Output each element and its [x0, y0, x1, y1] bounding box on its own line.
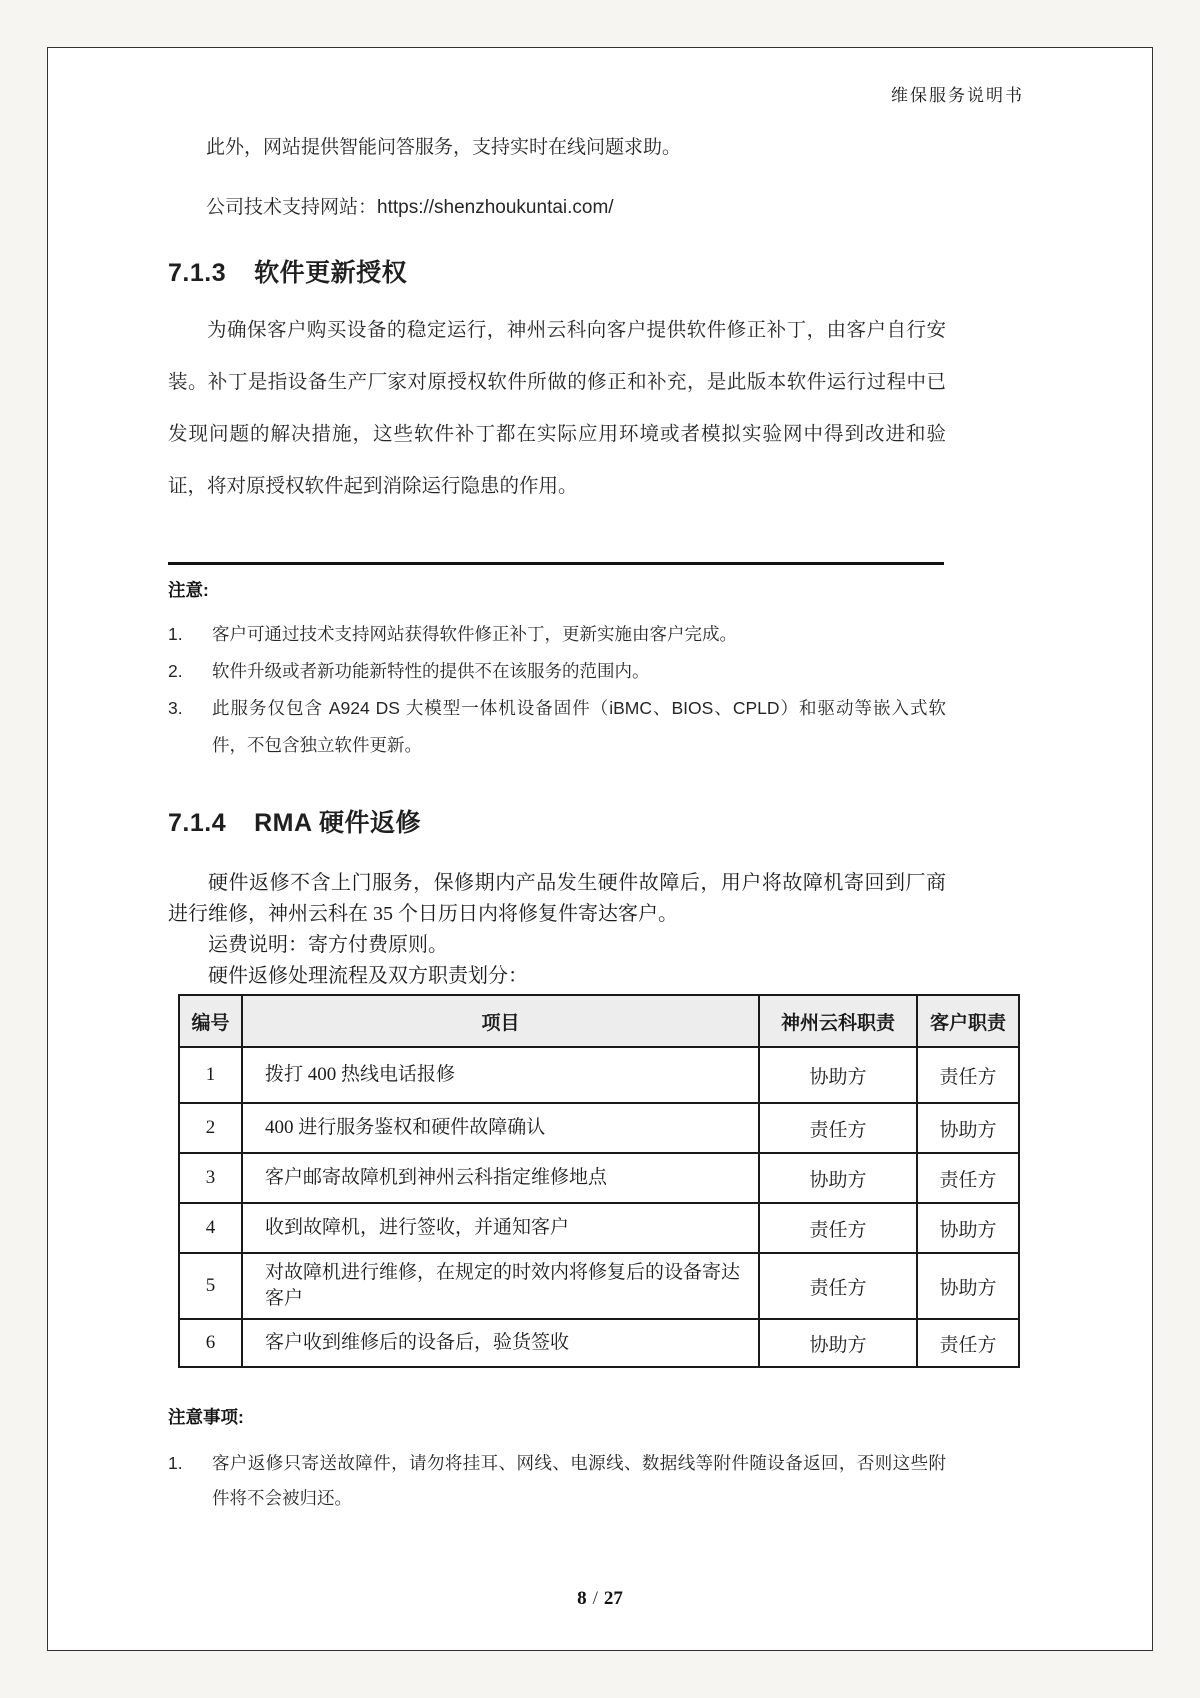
page-content — [168, 133, 1006, 1516]
page-number-current: 8 — [577, 1588, 587, 1609]
section-713-body: 为确保客户购买设备的稳定运行，神州云科向客户提供软件修正补丁，由客户自行安装。补丁是指设备生产厂家对原授权软件所做的修正和补充，是此版本软件运行过程中已发现问题的解决措施，这些软件补丁都在实际应用环境或者模拟实验网中得到改进和验证，将对原授权软件起到消除运行隐患的作用。 — [168, 319, 946, 497]
note-item — [168, 616, 946, 653]
table-cell-szyk: 协助方 — [759, 1319, 917, 1367]
section-title: 软件更新授权 — [254, 259, 408, 287]
note-label: 注意: — [168, 580, 209, 600]
table-cell-item: 对故障机进行维修，在规定的时效内将修复后的设备寄达客户 — [242, 1253, 759, 1319]
table-header-customer: 客户职责 — [917, 995, 1019, 1047]
note-list — [168, 616, 946, 764]
note-item-number: 2. — [168, 661, 183, 681]
table-cell-szyk: 协助方 — [759, 1047, 917, 1103]
table-cell-no: 1 — [179, 1047, 242, 1103]
rma-paragraph-2: 运费说明：寄方付费原则。 — [208, 934, 448, 956]
table-header-no: 编号 — [179, 995, 242, 1047]
table-cell-item: 客户邮寄故障机到神州云科指定维修地点 — [242, 1153, 759, 1203]
note-item-number: 3. — [168, 698, 183, 718]
table-cell-no: 6 — [179, 1319, 242, 1367]
rma-process-table — [178, 994, 1020, 1368]
table-cell-no: 4 — [179, 1203, 242, 1253]
table-row — [179, 1203, 1019, 1253]
section-number: 7.1.3 — [168, 259, 227, 287]
notice-list — [168, 1446, 946, 1516]
note-item-text: 软件升级或者新功能新特性的提供不在该服务的范围内。 — [212, 661, 650, 681]
notice-label: 注意事项: — [168, 1407, 244, 1427]
note-item — [168, 690, 946, 764]
table-cell-item: 400 进行服务鉴权和硬件故障确认 — [242, 1103, 759, 1153]
page-header-title: 维保服务说明书 — [891, 86, 1024, 105]
note-item-number: 1. — [168, 624, 183, 644]
notice-item-text: 客户返修只寄送故障件，请勿将挂耳、网线、电源线、数据线等附件随设备返回，否则这些附件将不会被归还。 — [212, 1453, 946, 1508]
table-cell-customer: 协助方 — [917, 1253, 1019, 1319]
table-cell-szyk: 责任方 — [759, 1103, 917, 1153]
table-header-item: 项目 — [242, 995, 759, 1047]
table-cell-szyk: 责任方 — [759, 1203, 917, 1253]
table-row — [179, 1047, 1019, 1103]
table-header-szyk: 神州云科职责 — [759, 995, 917, 1047]
table-cell-szyk: 责任方 — [759, 1253, 917, 1319]
table-row — [179, 1153, 1019, 1203]
table-header-row — [179, 995, 1019, 1047]
table-cell-no: 3 — [179, 1153, 242, 1203]
table-cell-szyk: 协助方 — [759, 1153, 917, 1203]
table-cell-no: 2 — [179, 1103, 242, 1153]
page-footer — [48, 1588, 1152, 1610]
section-heading-714 — [168, 806, 946, 840]
table-cell-item: 客户收到维修后的设备后，验货签收 — [242, 1319, 759, 1367]
section-number: 7.1.4 — [168, 809, 227, 837]
section-heading-713 — [168, 256, 946, 290]
notice-item — [168, 1446, 946, 1516]
note-item — [168, 653, 946, 690]
note-divider-rule — [168, 562, 944, 565]
table-cell-customer: 协助方 — [917, 1203, 1019, 1253]
table-cell-customer: 责任方 — [917, 1047, 1019, 1103]
table-cell-item: 收到故障机，进行签收，并通知客户 — [242, 1203, 759, 1253]
intro-paragraph-2: 公司技术支持网站：https://shenzhoukuntai.com/ — [206, 197, 614, 218]
intro-paragraph-1: 此外，网站提供智能问答服务，支持实时在线问题求助。 — [206, 137, 682, 158]
page-number-separator: / — [592, 1588, 598, 1609]
table-cell-item: 拨打 400 热线电话报修 — [242, 1047, 759, 1103]
table-cell-no: 5 — [179, 1253, 242, 1319]
table-cell-customer: 协助方 — [917, 1103, 1019, 1153]
rma-paragraph-1: 硬件返修不含上门服务，保修期内产品发生硬件故障后，用户将故障机寄回到厂商进行维修，神州云科在 35 个日历日内将修复件寄达客户。 — [168, 872, 946, 925]
page-sheet — [47, 47, 1153, 1651]
rma-paragraph-3: 硬件返修处理流程及双方职责划分： — [208, 965, 528, 987]
notice-item-number: 1. — [168, 1453, 183, 1473]
note-item-text: 客户可通过技术支持网站获得软件修正补丁，更新实施由客户完成。 — [212, 624, 737, 644]
table-row — [179, 1319, 1019, 1367]
table-row — [179, 1103, 1019, 1153]
table-cell-customer: 责任方 — [917, 1153, 1019, 1203]
note-item-text: 此服务仅包含 A924 DS 大模型一体机设备固件（iBMC、BIOS、CPLD）和驱动等嵌入式软件，不包含独立软件更新。 — [212, 698, 946, 755]
page-number-total: 27 — [603, 1588, 623, 1609]
table-cell-customer: 责任方 — [917, 1319, 1019, 1367]
section-title: RMA 硬件返修 — [254, 809, 422, 837]
table-row — [179, 1253, 1019, 1319]
section-714-body — [168, 868, 946, 992]
